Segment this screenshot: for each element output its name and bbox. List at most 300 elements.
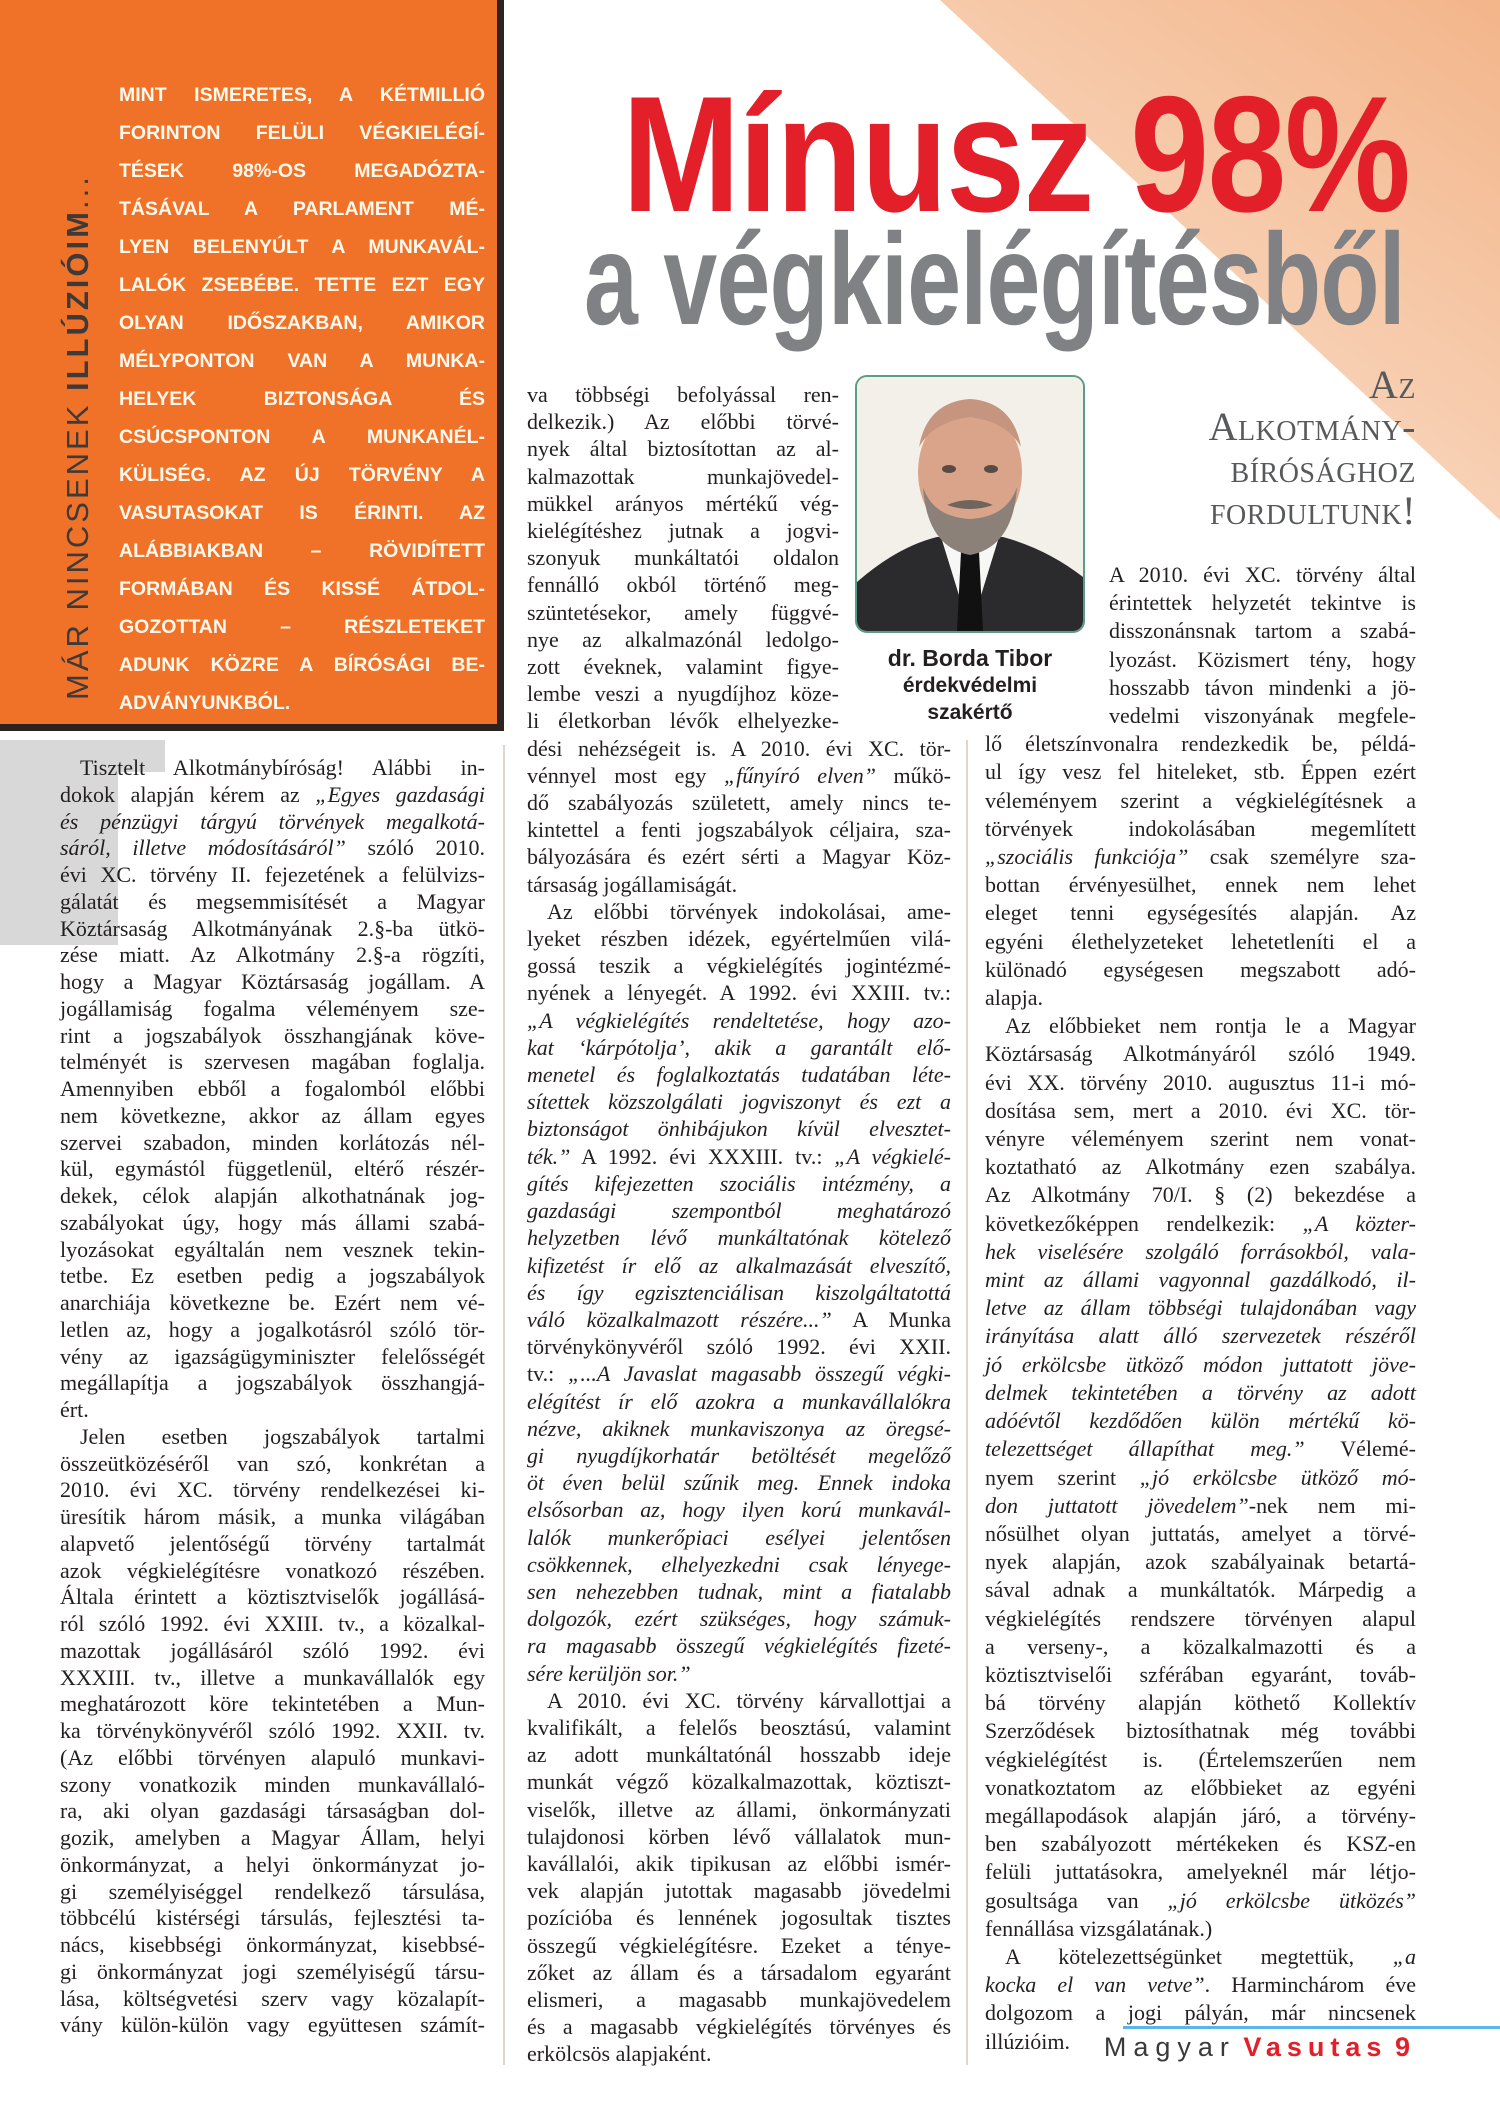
italic-quote-text: don juttatott jövedelem”	[985, 1492, 1249, 1518]
text-run: rint a jogszabályok összhangjának köve-	[60, 1022, 485, 1048]
text-line	[985, 787, 1416, 815]
text-line	[60, 1451, 485, 1478]
text-run: anarchiája következne be. Ezért nem vé-	[60, 1290, 485, 1315]
text-run: A 2010. évi XC. törvény által	[1109, 562, 1416, 587]
text-line	[527, 871, 951, 898]
text-run: bottan érvényesülhet, ennek nem lehet	[985, 872, 1416, 898]
headline-main: Mínusz 98%	[622, 62, 1410, 246]
text-run: nősülhet olyan juttatás, amelyet a törvé-	[985, 1520, 1416, 1546]
text-line	[527, 1252, 951, 1279]
text-run: gozik, amelyben a Magyar Állam, helyi	[60, 1825, 485, 1850]
italic-quote-text: hek viselésére szolgáló forrásokból, vala-	[985, 1238, 1416, 1264]
italic-quote-text: irányítása alatt álló szervezetek részéről	[985, 1323, 1416, 1349]
text-run: szüntetésekor, amely függvé-	[527, 599, 839, 625]
column-divider	[966, 740, 968, 2065]
text-line	[60, 1825, 485, 1852]
text-run: végkielégítés rendszere törvényen alapul	[985, 1605, 1416, 1631]
text-run: zőket az állam és a társadalom egyaránt	[527, 1959, 951, 1985]
text-run: bá törvény alapján köthető Kollektív	[985, 1690, 1416, 1716]
text-line	[985, 956, 1416, 984]
text-line	[985, 1774, 1416, 1802]
text-line	[985, 815, 1416, 843]
text-run: törvények indokolásában megemlített	[985, 815, 1416, 841]
text-line	[60, 1718, 485, 1745]
text-line	[527, 1442, 951, 1469]
text-run: nács, kisebbségi önkormányzat, kisebbsé-	[60, 1932, 485, 1957]
italic-quote-text: gítés kifejezetten szociális intézmény, a	[527, 1170, 951, 1196]
text-line	[527, 1605, 951, 1632]
text-line	[527, 680, 839, 707]
text-line	[1109, 702, 1416, 730]
text-run: kalmazottak munkajövedel-	[527, 463, 839, 489]
text-line	[985, 730, 1416, 758]
text-run: vény az igazságügyminiszter felelősségét	[60, 1343, 485, 1369]
footer-magazine-name-accent: Vasutas	[1243, 2032, 1388, 2062]
footer-magazine-name: Magyar	[1103, 2032, 1236, 2062]
text-line	[985, 1181, 1416, 1209]
text-line	[985, 1266, 1416, 1294]
text-run: összegű végkielégítésre. Ezeket a ténye-	[527, 1932, 951, 1958]
caption-role: érdekvédelmi szakértő	[902, 674, 1038, 724]
text-run: mükkel arányos mértékű vég-	[527, 490, 839, 516]
italic-quote-text: „...A Javaslat magasabb összegű végki-	[568, 1361, 951, 1387]
text-run: meghatározott köre tekintetében a Mun-	[60, 1691, 485, 1717]
text-line	[985, 1999, 1416, 2027]
text-line	[527, 1823, 951, 1850]
text-line	[985, 1717, 1416, 1745]
text-run: pozícióba és lennének jogosultak tisztes	[527, 1905, 951, 1931]
text-run: dési nehézségeit is. A 2010. évi XC. tör-	[527, 735, 951, 761]
italic-quote-text: helyzetben lévő munkáltatónak kötelező	[527, 1225, 951, 1251]
text-line	[527, 816, 951, 843]
text-run: felüli juttatásokra, amelyeknél már létjo-	[985, 1859, 1416, 1885]
intro-line: HELYEK BIZTONSÁGA ÉS	[119, 388, 485, 410]
text-line	[985, 1576, 1416, 1604]
text-line	[60, 1023, 485, 1050]
text-run: A kötelezettségünket megtettük,	[1005, 1943, 1393, 1969]
text-line	[527, 1279, 951, 1306]
text-line	[985, 1492, 1416, 1520]
text-run: letlen az, hogy a jogalkotásról szóló tör-	[60, 1316, 485, 1342]
text-run: kavállalói, akik tipikusan az előbbi ismér-	[527, 1850, 951, 1876]
italic-quote-text: gazdasági szempontból meghatározó	[527, 1198, 951, 1224]
kicker-light: MÁR NINCSENEK	[60, 391, 95, 700]
text-line	[60, 1798, 485, 1825]
text-line	[527, 1469, 951, 1496]
text-run: dolgozom a jogi pályán, már nincsenek	[985, 2000, 1416, 2026]
text-line	[985, 1830, 1416, 1858]
italic-quote-text: delmek tekintetében a törvény az adott	[985, 1379, 1416, 1405]
text-run: lembe veszi a nyugdíjhoz köze-	[527, 681, 839, 707]
text-run: lyozásokat egyáltalán nem vesznek tekin-	[60, 1236, 485, 1262]
subhead-line: bírósághoz	[1230, 446, 1416, 491]
text-run: A Munka	[831, 1306, 951, 1332]
text-line	[60, 1183, 485, 1210]
text-run: csak személyre sza-	[1188, 844, 1416, 870]
italic-quote-text: öt éven belül szűnik meg. Ennek indoka	[527, 1470, 951, 1496]
italic-quote-text: „jó erkölcsbe ütköző mó-	[1139, 1464, 1416, 1490]
text-line	[527, 490, 839, 517]
page-footer	[1104, 2030, 1416, 2064]
italic-quote-text: letve az állam többségi tulajdonában vagy	[985, 1295, 1416, 1321]
text-line	[985, 1210, 1416, 1238]
text-run: disszonánsnak tartom a szabá-	[1109, 618, 1416, 644]
text-line	[60, 1959, 485, 1986]
text-line	[527, 1551, 951, 1578]
text-run: kül, egymástól függetlenül, eltérő részér-	[60, 1156, 485, 1182]
text-run: szonyuk munkáltatói oldalon	[527, 545, 839, 571]
text-line	[527, 381, 839, 408]
italic-quote-text: nézve, akiknek munkaviszonya az öregsé-	[527, 1415, 951, 1441]
intro-line: TÉSEK 98%-OS MEGADÓZTA-	[119, 160, 485, 182]
text-run: egyéni élethelyzeteket lehetetleníti el a	[985, 928, 1416, 954]
italic-quote-text: „A végkielégítés rendeltetése, hogy azo-	[527, 1007, 951, 1033]
subhead-line: Az	[1369, 362, 1416, 407]
text-run: A 1992. évi XXXIII. tv.:	[570, 1143, 835, 1169]
text-line	[60, 1317, 485, 1344]
text-run: gi személyiséggel rendelkező társulása,	[60, 1878, 485, 1904]
intro-text	[119, 76, 485, 722]
text-run: hogy a Magyar Köztársaság jogállam. A	[60, 969, 485, 994]
text-run: többcélú kistérségi társulás, fejlesztési ta-	[60, 1905, 485, 1931]
text-run: vek alapján jutottak magasabb jövedelmi	[527, 1878, 951, 1904]
italic-quote-text: elégítést ír elő azokra a munkavállalókra	[527, 1388, 951, 1414]
text-line	[1109, 646, 1416, 674]
text-run: . Harminchárom éve	[1204, 1972, 1417, 1998]
text-line	[527, 762, 951, 789]
text-line	[60, 1852, 485, 1879]
text-line	[985, 1322, 1416, 1350]
text-run: különadó egységesen megszabott adó-	[985, 956, 1416, 982]
text-line	[985, 1915, 1416, 1943]
text-run: Köztársaság Alkotmányáról szóló 1949.	[985, 1041, 1416, 1067]
text-run: véleményem szerint a végkielégítésnek a	[985, 787, 1416, 813]
text-line	[60, 1665, 485, 1692]
text-line	[60, 835, 485, 862]
italic-quote-text: „Egyes gazdasági	[315, 781, 486, 807]
text-line	[60, 862, 485, 889]
text-line	[60, 1531, 485, 1558]
text-line	[985, 758, 1416, 786]
text-run: gi önkormányzat jogi személyiségű társu-	[60, 1958, 485, 1984]
italic-quote-text: sen nehezebben tudnak, mint a fiatalabb	[527, 1578, 951, 1604]
text-run: alapvető jelentőségű törvény tartalmát	[60, 1530, 485, 1556]
text-run: vány külön-külön vagy együttesen számít-	[60, 2012, 485, 2038]
italic-quote-text: sítettek közszolgálati jogviszonyt és ezt a	[527, 1089, 951, 1115]
text-line	[527, 1578, 951, 1605]
text-line	[60, 1905, 485, 1932]
text-run: szóló 2010.	[345, 835, 485, 861]
intro-line: KÜLISÉG. AZ ÚJ TÖRVÉNY A	[119, 464, 485, 486]
text-run: lása, költségvetési szerv vagy közalapít-	[60, 1985, 485, 2011]
italic-quote-text: kifizetést ír elő az alkalmazását elveszítő,	[527, 1252, 951, 1278]
text-line	[527, 1306, 951, 1333]
text-line	[527, 1986, 951, 2013]
text-line	[527, 1768, 951, 1795]
text-line	[60, 1611, 485, 1638]
text-line	[985, 1943, 1416, 1971]
text-run: kvalifikált, a felelős beosztású, valamint	[527, 1714, 951, 1740]
text-line	[527, 1932, 951, 1959]
text-line	[60, 1049, 485, 1076]
text-run: Köztársaság Alkotmányának 2.§-ba ütkö-	[60, 915, 485, 941]
text-line	[527, 1850, 951, 1877]
italic-quote-text: „a	[1392, 1943, 1416, 1969]
text-line	[985, 1520, 1416, 1548]
text-line	[60, 1344, 485, 1371]
text-line	[60, 1130, 485, 1157]
text-run: szony vonatkozik minden munkavállaló-	[60, 1771, 485, 1797]
text-run: hosszabb távon mindenki a jö-	[1109, 674, 1416, 700]
text-run: tulajdonosi körben lévő vállalatok mun-	[527, 1823, 951, 1849]
text-line	[527, 1007, 951, 1034]
text-line	[527, 979, 951, 1006]
text-run: szervei szabadon, minden korlátozás nél-	[60, 1129, 485, 1155]
text-run: lyeket részben idézek, egyértelműen vilá-	[527, 926, 951, 952]
intro-line: ALÁBBIAKBAN – RÖVIDÍTETT	[119, 540, 485, 562]
text-line	[985, 1153, 1416, 1181]
text-line	[60, 969, 485, 996]
text-run: li életkorban lévők elhelyezke-	[527, 708, 839, 734]
text-line	[60, 1397, 485, 1424]
intro-line: ADUNK KÖZRE A BÍRÓSÁGI BE-	[119, 654, 485, 676]
text-line	[527, 1524, 951, 1551]
text-line	[60, 916, 485, 943]
text-run: dekek, célok alapján alkothatnának jog-	[60, 1183, 485, 1208]
italic-quote-text: ra magasabb összegű végkielégítés fizeté-	[527, 1633, 951, 1659]
text-line	[527, 2013, 951, 2040]
text-run: Jelen esetben jogszabályok tartalmi	[80, 1423, 485, 1449]
text-run: üresítik három másik, a munka világában	[60, 1504, 485, 1529]
italic-quote-text: sáról, illetve módosításáról”	[60, 835, 346, 861]
article-column-right	[985, 561, 1416, 2056]
caption-name: dr. Borda Tibor	[887, 645, 1053, 671]
text-line	[60, 996, 485, 1023]
text-run: vonatkoztatom az előbbieket az egyéni	[985, 1774, 1416, 1800]
italic-quote-text: jó erkölcsbe ütköző módon juttatott jöve-	[985, 1351, 1416, 1377]
text-run: nye az alkalmazónál ledolgo-	[527, 626, 839, 652]
text-run: Szerződések biztosíthatnak még további	[985, 1718, 1416, 1744]
text-run: nem következne, akkor az állam egyes	[60, 1102, 485, 1128]
text-run: munkát végző közalkalmazottak, köztiszt-	[527, 1769, 951, 1795]
text-line	[60, 1691, 485, 1718]
text-line	[527, 898, 951, 925]
text-line	[60, 1745, 485, 1772]
text-run: társaság jogállamiságát.	[527, 871, 738, 897]
text-run: alapja.	[985, 985, 1044, 1011]
text-line	[527, 544, 839, 571]
text-line	[985, 1238, 1416, 1266]
text-line	[60, 755, 485, 782]
text-line	[60, 1932, 485, 1959]
kicker-vertical	[58, 80, 98, 700]
text-line	[60, 1986, 485, 2013]
text-line	[985, 1379, 1416, 1407]
text-run: azok végkielégítésre vonatkozó részében.	[60, 1557, 485, 1583]
text-line	[527, 1143, 951, 1170]
text-line	[527, 1687, 951, 1714]
italic-quote-text: „A végkielé-	[834, 1143, 951, 1169]
text-run: kintettel a fenti jogszabályok céljaira, sza-	[527, 817, 951, 843]
italic-quote-text: menetel és foglalkoztatás tudatában léte-	[527, 1062, 951, 1088]
kicker-bold: ILLÚZIÓIM	[60, 209, 95, 392]
text-line	[527, 1415, 951, 1442]
text-line	[527, 463, 839, 490]
text-run: gossá teszik a végkielégítés jogintézmé-	[527, 953, 951, 979]
italic-quote-text: mint az állami vagyonnal gazdálkodó, il-	[985, 1267, 1416, 1293]
text-line	[985, 1125, 1416, 1153]
text-line	[527, 517, 839, 544]
text-run: önkormányzat, a helyi önkormányzat jo-	[60, 1851, 485, 1877]
text-run: kielégítéshez jutnak a jogvi-	[527, 518, 839, 544]
text-run: tv.:	[527, 1361, 569, 1387]
text-line	[985, 928, 1416, 956]
text-run: zése miatt. Az Alkotmány 2.§-a rögzíti,	[60, 942, 485, 968]
text-run: XXXIII. tv., illetve a munkavállalók egy	[60, 1664, 485, 1690]
text-line	[985, 1435, 1416, 1463]
text-line	[985, 1097, 1416, 1125]
text-run: lő életszínvonalra rendezkedik be, példá-	[985, 731, 1416, 757]
page-number: 9	[1394, 2032, 1416, 2062]
subhead-line: Alkotmány-	[1208, 404, 1416, 449]
text-run: Az Alkotmány 70/I. § (2) bekezdése a	[985, 1182, 1416, 1208]
subhead-line: fordultunk!	[1209, 488, 1416, 533]
intro-line: LYEN BELENYÚLT A MUNKAVÁL-	[119, 236, 485, 258]
text-run: telményét is szervesen magában foglalja.	[60, 1049, 485, 1075]
text-line	[527, 599, 839, 626]
text-line	[527, 1115, 951, 1142]
italic-quote-text: biztonságot önhibájukon kívül elvesztet-	[527, 1116, 951, 1142]
text-line	[527, 408, 839, 435]
text-line	[527, 1632, 951, 1659]
italic-quote-text: és pénzügyi tárgyú törvények megalkotá-	[60, 808, 485, 834]
text-run: jogállamiság fogalma véleményem sze-	[60, 995, 485, 1021]
text-line	[985, 1407, 1416, 1435]
text-line	[60, 1504, 485, 1531]
italic-quote-text: gi nyugdíjkorhatár betöltését megelőző	[527, 1442, 951, 1468]
text-line	[60, 2012, 485, 2039]
column-divider	[503, 745, 505, 2065]
article-column-left	[60, 755, 485, 2039]
text-run: lyozást. Közismert tény, hogy	[1109, 646, 1416, 672]
text-run: dosítása sem, mert a 2010. évi XC. tör-	[985, 1097, 1416, 1123]
text-run: bályozására és ezért sérti a Magyar Köz-	[527, 844, 951, 870]
text-run: elismeri, a magasabb munkajövedelem	[527, 1986, 951, 2012]
text-run: -nek nem mi-	[1248, 1492, 1416, 1518]
text-run: szabályokat úgy, hogy más állami szabá-	[60, 1209, 485, 1235]
text-line	[60, 782, 485, 809]
intro-line: ADVÁNYUNKBÓL.	[119, 692, 291, 714]
text-run: érintettek helyzetét tekintve is	[1109, 590, 1416, 616]
text-run: Általa érintett a köztisztviselők jogállásá-	[60, 1584, 485, 1610]
text-line	[985, 984, 1416, 1012]
text-line	[60, 1477, 485, 1504]
text-line	[985, 1661, 1416, 1689]
intro-line: MINT ISMERETES, A KÉTMILLIÓ	[119, 84, 485, 106]
italic-quote-text: váló közalkalmazott részére...”	[527, 1306, 832, 1332]
italic-quote-text: „jó erkölcsbe ütközés”	[1167, 1887, 1416, 1913]
text-run: fennálló okból történő meg-	[527, 572, 839, 598]
text-line	[60, 1210, 485, 1237]
text-run: évi XX. törvény 2010. augusztus 11-i mó-	[985, 1069, 1416, 1095]
text-run: nyek alapján, azok szabályainak betartá-	[985, 1549, 1416, 1575]
text-line	[60, 1290, 485, 1317]
intro-line: TÁSÁVAL A PARLAMENT MÉ-	[119, 198, 485, 220]
text-line	[527, 1959, 951, 1986]
text-line	[527, 1170, 951, 1197]
text-line	[60, 1879, 485, 1906]
text-line	[527, 1877, 951, 1904]
text-line	[527, 952, 951, 979]
text-line	[60, 1156, 485, 1183]
text-line	[60, 1584, 485, 1611]
text-line	[527, 1224, 951, 1251]
intro-line: VASUTASOKAT IS ÉRINTI. AZ	[119, 502, 485, 524]
text-run: összeütközéséről van szó, konkrétan a	[60, 1450, 485, 1476]
text-line	[60, 1772, 485, 1799]
text-run: tetbe. Ez esetben pedig a jogszabályok	[60, 1263, 485, 1289]
text-line	[1109, 674, 1416, 702]
italic-quote-text: telezettséget állapíthat meg.”	[985, 1436, 1305, 1462]
text-run: nyem szerint	[985, 1464, 1140, 1490]
text-line	[527, 2040, 951, 2067]
text-run: 2010. évi XC. törvény rendelkezései ki-	[60, 1477, 485, 1503]
text-run: mazottak jogállásáról szóló 1992. évi	[60, 1637, 485, 1663]
kicker-dots: ...	[60, 174, 95, 210]
text-line	[527, 1741, 951, 1768]
headline-sub: a végkielégítésből	[584, 206, 1405, 352]
intro-line: CSÚCSPONTON A MUNKANÉL-	[119, 426, 485, 448]
text-run: gálatát és megsemmisítését a Magyar	[60, 888, 485, 914]
text-line	[985, 899, 1416, 927]
text-run: A 2010. évi XC. törvény kárvallottjai a	[547, 1687, 951, 1713]
text-line	[527, 435, 839, 462]
text-line	[527, 1388, 951, 1415]
text-run: ben szabályozott mértékeken és KSZ-en	[985, 1831, 1416, 1857]
text-run: vénnyel most egy	[527, 762, 724, 788]
text-line	[527, 1796, 951, 1823]
text-line	[527, 626, 839, 653]
text-run: ka törvénykönyvéről szóló 1992. XXII. tv.	[60, 1718, 485, 1743]
text-run: viselők, illetve az állami, önkormányzati	[527, 1796, 951, 1822]
text-run: következőképpen rendelkezik:	[985, 1210, 1303, 1236]
text-line	[527, 571, 839, 598]
text-line	[527, 1360, 951, 1387]
text-run: (Az előbbi törvényen alapuló munkavi-	[60, 1744, 485, 1770]
text-run: végkielégítést is. (Értelemszerűen nem	[985, 1746, 1416, 1772]
text-line	[60, 1237, 485, 1264]
text-line	[527, 1088, 951, 1115]
text-line	[985, 1040, 1416, 1068]
text-line	[985, 1464, 1416, 1492]
text-run: dő szabályozás született, amely nincs te-	[527, 790, 951, 816]
text-run: gosultsága van	[985, 1887, 1168, 1913]
text-line	[985, 1294, 1416, 1322]
text-run: megállapítja a jogszabályok összhangjá-	[60, 1370, 485, 1396]
text-run: Az előbbieket nem rontja le a Magyar	[1005, 1013, 1416, 1039]
text-line	[527, 843, 951, 870]
text-line	[527, 1660, 951, 1687]
text-line	[1109, 561, 1416, 589]
text-line	[60, 1076, 485, 1103]
text-run: az adott munkáltatónál hosszabb ideje	[527, 1742, 951, 1768]
italic-quote-text: ték.”	[527, 1143, 571, 1169]
text-line	[60, 1638, 485, 1665]
text-line	[985, 1548, 1416, 1576]
italic-quote-text: kocka el van vetve”	[985, 1972, 1205, 1998]
intro-line: OLYAN IDŐSZAKBAN, AMIKOR	[119, 312, 485, 334]
text-line	[527, 925, 951, 952]
